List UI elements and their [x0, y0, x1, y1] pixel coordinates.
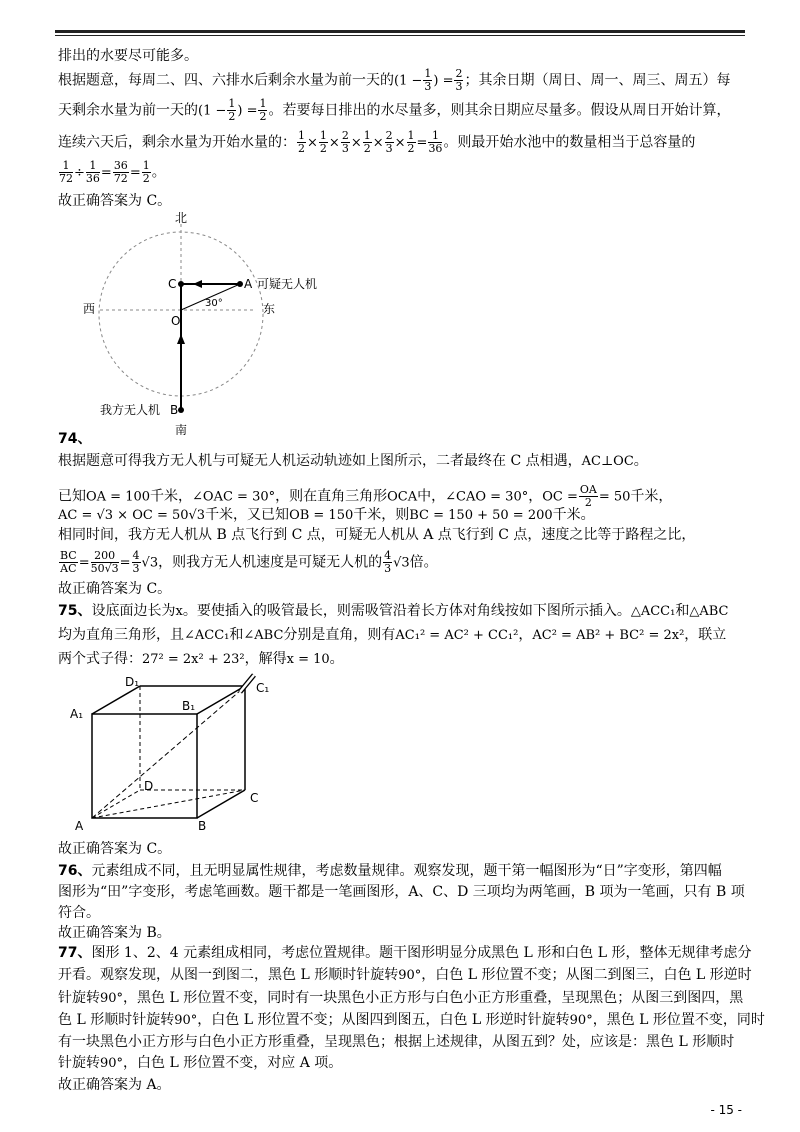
text: 天剩余水量为前一天的: [58, 102, 198, 119]
point-a: [237, 281, 243, 287]
denominator: 72: [59, 172, 73, 185]
north-label: 北: [175, 211, 188, 225]
numerator: 2: [455, 67, 463, 80]
page-number: - 15 -: [710, 1103, 742, 1117]
text: 。: [633, 453, 648, 469]
math: =: [119, 555, 131, 571]
text-line: [58, 1011, 765, 1030]
text: 开看。观察发现，从图一到图二，黑色 L 形顺时针旋转: [58, 967, 399, 983]
text: 千米，又已知: [205, 507, 290, 523]
text: ；其余日期（周日、周一、周三、周五）每: [464, 72, 731, 89]
text: 。若要每日排出的水尽量多，则其余日期应尽量多。假设从周日开始计算，: [268, 102, 731, 119]
text: 中，: [417, 488, 446, 505]
math: OCA: [387, 489, 418, 505]
edge: [197, 790, 245, 818]
answer-line: 故正确答案为 A。: [58, 1077, 171, 1093]
fraction: [59, 550, 78, 575]
fraction: [341, 130, 350, 155]
denominator: 3: [132, 562, 140, 575]
text-line: 相同时间，我方无人机从 B 点飞行到 C 点，可疑无人机从 A 点飞行到 C 点，速度之比等于路程之比，: [58, 527, 696, 543]
math: ∠CAO = 30°: [445, 489, 529, 505]
denominator: 3: [384, 562, 392, 575]
math: △ABC: [689, 604, 729, 619]
text: ，白色 L 形位置不变，对应 A 项。: [123, 1055, 343, 1071]
math: = 50: [598, 489, 631, 505]
math: BC = 150 + 50 = 200: [409, 508, 553, 523]
numerator: 1: [142, 159, 150, 172]
numerator: 1: [259, 97, 267, 110]
label-c: C: [168, 277, 177, 291]
label-c1: C₁: [256, 681, 270, 695]
text-line: [58, 130, 695, 155]
numerator: 2: [341, 129, 349, 142]
answer-line: 故正确答案为 C。: [58, 841, 172, 857]
answer-line: 故正确答案为 C。: [58, 581, 172, 597]
numerator: 1: [407, 129, 415, 142]
suspect-drone-label: 可疑无人机: [257, 277, 318, 291]
text: 根据题意，每周二、四、六排水后剩余水量为前一天的: [58, 72, 394, 89]
question-number: 76、: [58, 863, 92, 879]
math: AC² = AB² + BC² = 2x²: [532, 628, 685, 643]
denominator: 3: [385, 142, 393, 155]
math: 90°: [100, 1056, 124, 1071]
text: 倍。: [409, 554, 438, 571]
text: 。则最开始水池中的数量相当于总容量的: [443, 134, 696, 151]
text: 针旋转: [58, 1055, 100, 1071]
point-c: [178, 281, 184, 287]
text: ，白色 L 形位置不变；从图四到图五，白色 L 形逆时针旋转: [197, 1012, 570, 1028]
text: 和: [675, 603, 690, 619]
fraction: [132, 550, 141, 575]
text: 根据题意可得我方无人机与可疑无人机运动轨迹如上图所示，二者最终在 C 点相遇，: [58, 453, 582, 469]
denominator: 2: [407, 142, 415, 155]
text: ，: [518, 627, 533, 643]
fraction: [59, 160, 73, 185]
our-drone-label: 我方无人机: [100, 403, 161, 417]
fraction: [423, 68, 432, 93]
header-rule-thin: [55, 35, 745, 36]
label-c: C: [250, 791, 259, 805]
numerator: 2: [385, 129, 393, 142]
numerator: 1: [319, 129, 327, 142]
math: ×: [328, 135, 340, 151]
text: 。: [151, 164, 166, 181]
math: 90°: [174, 1013, 198, 1028]
fraction: [297, 130, 306, 155]
math: (1 −: [198, 103, 227, 119]
numerator: 1: [228, 97, 236, 110]
denominator: 2: [298, 142, 305, 155]
fraction: [258, 98, 267, 123]
numerator: 1: [363, 129, 371, 142]
numerator: 1: [59, 160, 73, 173]
fraction: [407, 130, 416, 155]
denominator: 72: [113, 172, 128, 185]
answer-line: 故正确答案为 B。: [58, 925, 171, 941]
math: 90°: [398, 968, 422, 983]
denominator: 2: [363, 142, 371, 155]
math: ×: [372, 135, 384, 151]
math: ∠ACC₁: [184, 628, 230, 643]
numerator: 1: [86, 160, 100, 173]
math: OC =: [542, 489, 578, 505]
text: ，黑色 L 形位置不变，同时有一块黑色小正方形与白色小正方形重叠，呈现黑色；从图三到图四，黑: [123, 990, 744, 1006]
label-b: B: [170, 403, 179, 417]
west-label: 西: [83, 302, 96, 316]
question-number: 75、: [58, 603, 92, 619]
text-line: 排出的水要尽可能多。: [58, 48, 198, 64]
numerator: BC: [60, 549, 77, 562]
fraction: [363, 130, 372, 155]
text: 针旋转: [58, 990, 100, 1006]
text: 图形 1、2、4 元素组成相同，考虑位置规律。题干图形明显分成黑色 L 形和白色 L 形，整体无规律考虑分: [91, 945, 752, 961]
text: ，则我方无人机速度是可疑无人机的: [158, 554, 383, 571]
label-a: A: [75, 819, 84, 833]
denominator: 36: [428, 142, 443, 155]
label-b: B: [198, 819, 207, 833]
numerator: 1: [298, 129, 305, 142]
text-line: 符合。: [58, 905, 100, 921]
text-line: [58, 550, 438, 575]
fraction: [428, 130, 442, 155]
denominator: 2: [319, 142, 327, 155]
math: ∠OAC = 30°: [192, 489, 276, 505]
space-diagonal: [92, 684, 248, 818]
label-a: A: [244, 277, 253, 291]
math: =: [416, 135, 428, 151]
fraction: [385, 130, 394, 155]
text: 连续六天后，剩余水量为开始水量的：: [58, 134, 296, 151]
text: 和: [229, 627, 244, 643]
text-line: [58, 160, 166, 185]
text-line: 有一块黑色小正方形与白色小正方形重叠，呈现黑色；根据上述规律，从图五到？处，应该是：黑色 L 形顺时: [58, 1034, 735, 1050]
question-number: 77、: [58, 945, 92, 961]
numerator: OA: [579, 483, 597, 496]
text-line: [58, 989, 743, 1008]
text-line: [58, 944, 752, 962]
text: 元素组成不同，且无明显属性规律，考虑数量规律。观察发现，题干第一幅图形为“日”字变形，第四幅: [91, 863, 722, 879]
denominator: 3: [341, 142, 349, 155]
math: =: [78, 555, 90, 571]
denominator: 3: [455, 80, 463, 93]
text: ，: [528, 488, 543, 505]
math: AC⊥OC: [581, 454, 634, 469]
math: AC = √3 × OC = 50√3: [58, 508, 206, 523]
numerator: 1: [424, 67, 432, 80]
math: =: [100, 165, 112, 181]
header-rule: [55, 30, 745, 33]
numerator: 200: [91, 550, 119, 563]
numerator: 4: [384, 549, 392, 562]
text-line: [58, 452, 648, 471]
numerator: 1: [428, 130, 442, 143]
math: ×: [394, 135, 406, 151]
math: =: [129, 165, 141, 181]
text-line: [58, 626, 726, 645]
math: 90°: [569, 1013, 593, 1028]
text-line: [58, 506, 595, 525]
text: 均为直角三角形，且: [58, 627, 184, 643]
text-line: [58, 602, 728, 621]
math: ∠ABC: [243, 628, 284, 643]
math: (1 −: [394, 73, 423, 89]
math: x = 10: [286, 652, 330, 667]
angle-label: 30°: [205, 298, 223, 309]
math: ) =: [237, 103, 258, 119]
text: ，黑色 L 形位置不变，同时: [592, 1012, 765, 1028]
cuboid-diagram: [70, 672, 290, 837]
math: √3: [141, 555, 159, 571]
numerator: 4: [132, 549, 140, 562]
fraction: [91, 550, 119, 575]
point-b: [178, 407, 184, 413]
fraction: [113, 160, 129, 185]
math: x: [175, 604, 183, 619]
text: 千米。: [552, 507, 595, 523]
numerator: 36: [113, 159, 128, 172]
fraction: [227, 98, 236, 123]
math: √3: [393, 555, 410, 571]
text-line: [58, 68, 730, 93]
text: 两个式子得：: [58, 651, 142, 667]
math: OB = 150: [289, 508, 354, 523]
fraction: [142, 160, 151, 185]
label-d: D: [144, 779, 154, 793]
text: ，联立: [684, 627, 727, 643]
denominator: 3: [424, 80, 432, 93]
edge: [92, 686, 140, 714]
math: 27² = 2x² + 23²: [142, 652, 245, 667]
edge: [197, 686, 245, 714]
text: 千米，: [630, 488, 673, 505]
south-label: 南: [175, 423, 188, 437]
straw-inner: [240, 675, 254, 692]
denominator: 2: [584, 496, 592, 509]
text-line: [58, 862, 722, 880]
math: OA = 100: [86, 489, 151, 505]
text: 。: [329, 651, 344, 667]
text-line: [58, 650, 344, 669]
text: 。要使插入的吸管最长，则需吸管沿着长方体对角线按如下图所示插入。: [182, 603, 631, 619]
math: AC₁² = AC² + CC₁²: [395, 628, 519, 643]
text-line: [58, 966, 752, 985]
arrow-up-icon: [177, 334, 185, 344]
text: 色 L 形顺时针旋转: [58, 1012, 175, 1028]
front-face: [92, 714, 197, 818]
denominator: 2: [259, 110, 267, 123]
math: ×: [350, 135, 362, 151]
fraction: [454, 68, 463, 93]
math: 90°: [100, 991, 124, 1006]
fraction: [319, 130, 328, 155]
label-b1: B₁: [182, 699, 196, 713]
math: ÷: [74, 165, 85, 181]
east-label: 东: [263, 302, 276, 316]
text: ，白色 L 形位置不变；从图二到图三，白色 L 形逆时: [421, 967, 752, 983]
arrow-left-icon: [193, 280, 202, 288]
math: ×: [307, 135, 318, 151]
denominator: AC: [60, 562, 77, 575]
answer-line: 故正确答案为 C。: [58, 193, 172, 209]
text-line: [58, 98, 730, 123]
text-line: 图形为“田”字变形，考虑笔画数。题干都是一笔画图形，A、C、D 三项均为两笔画，B 项为一笔画，只有 B 项: [58, 884, 745, 900]
text: 已知: [58, 488, 86, 505]
text: 千米，则: [353, 507, 410, 523]
text: 设底面边长为: [91, 603, 176, 619]
fraction: [383, 550, 392, 575]
text: ，则在直角三角形: [275, 488, 388, 505]
text: 分别是直角，则有: [283, 627, 396, 643]
label-o: O: [171, 314, 181, 328]
label-d1: D₁: [125, 675, 140, 689]
denominator: 2: [142, 172, 150, 185]
compass-diagram: [80, 210, 340, 440]
math: ) =: [433, 73, 454, 89]
fraction: [86, 160, 100, 185]
question-number: 74、: [58, 431, 92, 447]
text-line: [58, 1054, 342, 1073]
denominator: 2: [228, 110, 236, 123]
text: 千米，: [150, 488, 193, 505]
math: △ACC₁: [630, 604, 676, 619]
text: ，解得: [244, 651, 287, 667]
label-a1: A₁: [70, 707, 84, 721]
denominator: 36: [85, 172, 100, 185]
denominator: 50√3: [90, 562, 119, 575]
